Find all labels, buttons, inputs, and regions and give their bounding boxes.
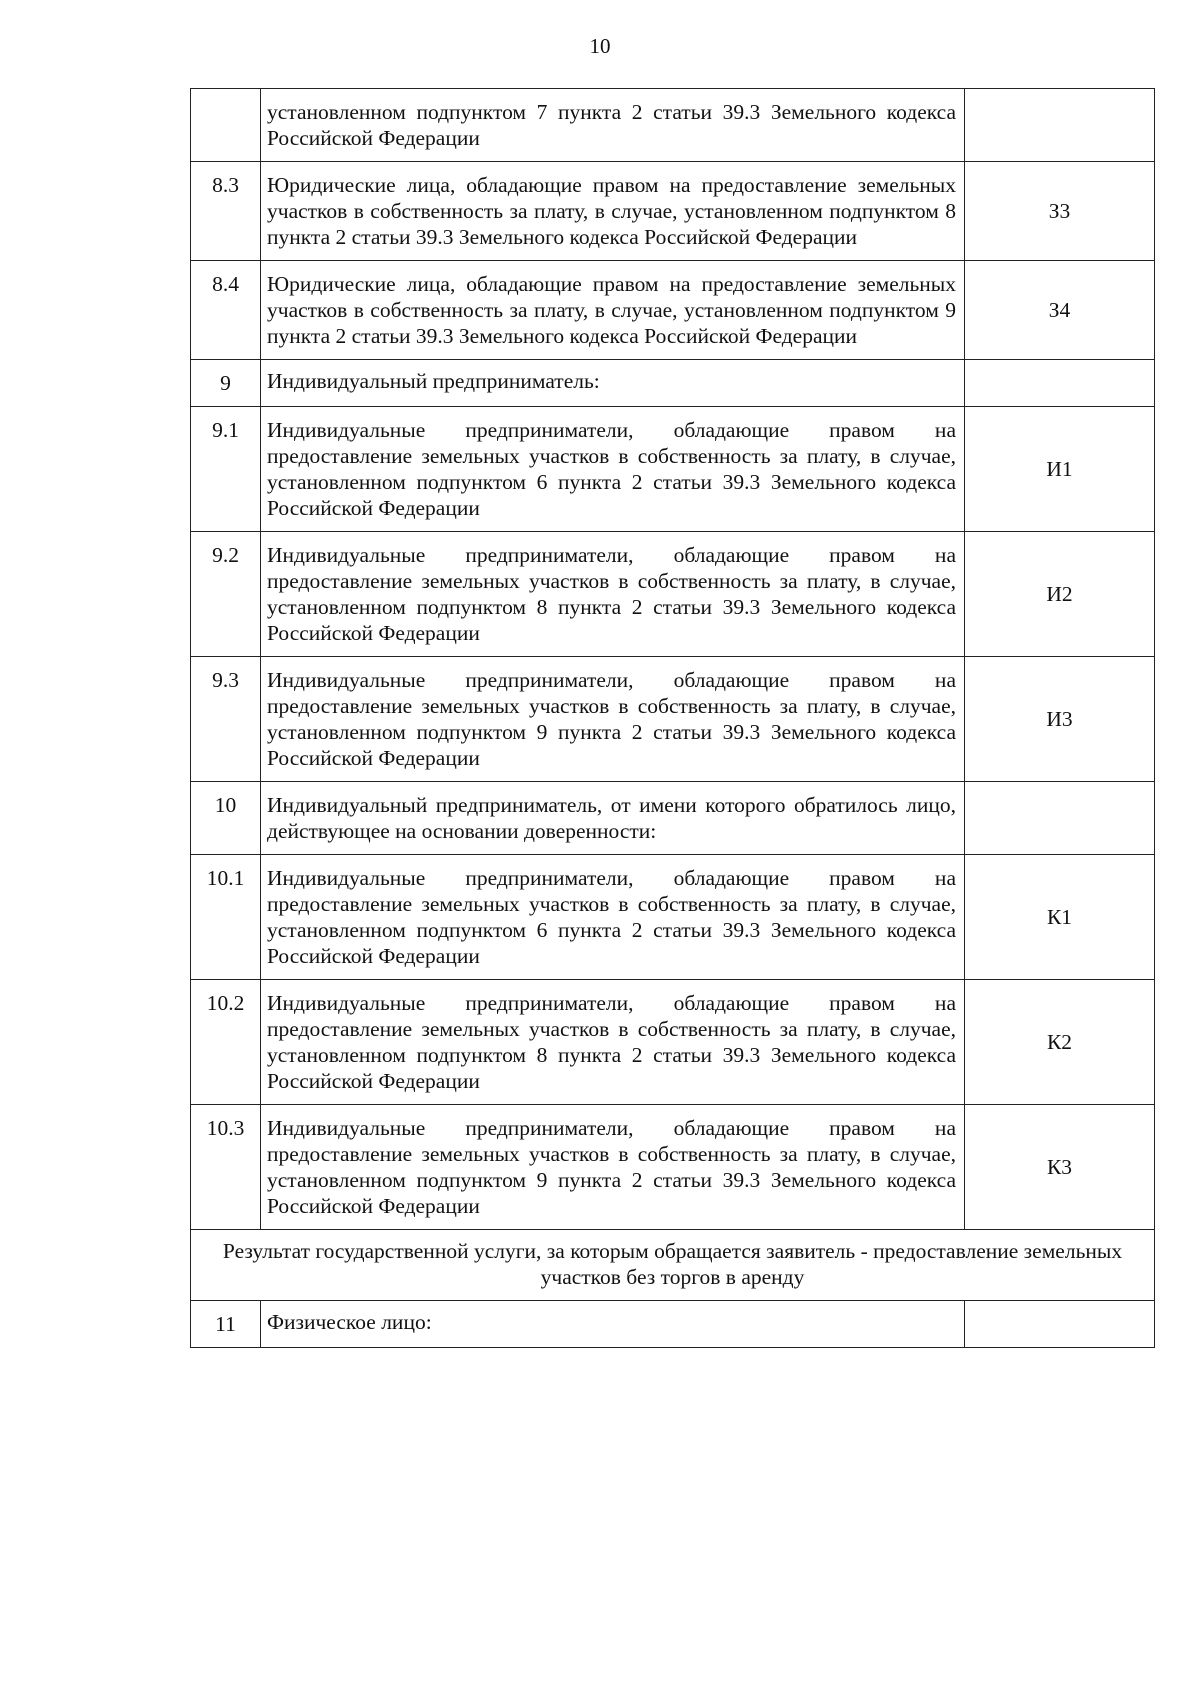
page-number: 10 bbox=[589, 34, 611, 58]
table-row bbox=[191, 855, 1155, 980]
row-description: Индивидуальный предприниматель: bbox=[261, 360, 965, 407]
row-code bbox=[965, 1301, 1155, 1348]
row-number bbox=[191, 89, 261, 162]
table-row bbox=[191, 532, 1155, 657]
row-number: 11 bbox=[191, 1301, 261, 1348]
table-row bbox=[191, 162, 1155, 261]
row-code: И3 bbox=[965, 657, 1155, 782]
row-number: 10.2 bbox=[191, 980, 261, 1105]
row-description: Индивидуальные предприниматели, обладающие правом на предоставление земельных участков в собственность за плату, в случае, установленном подпунктом 6 пункта 2 статьи 39.3 Земельного кодекса Российской Федерации bbox=[261, 855, 965, 980]
table-row bbox=[191, 360, 1155, 407]
row-description: Индивидуальные предприниматели, обладающие правом на предоставление земельных участков в собственность за плату, в случае, установленном подпунктом 8 пункта 2 статьи 39.3 Земельного кодекса Российской Федерации bbox=[261, 532, 965, 657]
row-number: 10.1 bbox=[191, 855, 261, 980]
table-row bbox=[191, 980, 1155, 1105]
row-description: Индивидуальные предприниматели, обладающие правом на предоставление земельных участков в собственность за плату, в случае, установленном подпунктом 8 пункта 2 статьи 39.3 Земельного кодекса Российской Федерации bbox=[261, 980, 965, 1105]
table-row bbox=[191, 782, 1155, 855]
row-code bbox=[965, 782, 1155, 855]
table-row bbox=[191, 261, 1155, 360]
table-row bbox=[191, 407, 1155, 532]
section-heading: Результат государственной услуги, за которым обращается заявитель - предоставление земельных участков без торгов в аренду bbox=[191, 1230, 1155, 1301]
row-code: К3 bbox=[965, 1105, 1155, 1230]
row-code: З4 bbox=[965, 261, 1155, 360]
section-heading-row bbox=[191, 1230, 1155, 1301]
row-number: 9.1 bbox=[191, 407, 261, 532]
row-code: И1 bbox=[965, 407, 1155, 532]
table-row bbox=[191, 1105, 1155, 1230]
row-code: З3 bbox=[965, 162, 1155, 261]
row-number: 8.4 bbox=[191, 261, 261, 360]
row-number: 8.3 bbox=[191, 162, 261, 261]
row-description: установленном подпунктом 7 пункта 2 статьи 39.3 Земельного кодекса Российской Федерации bbox=[261, 89, 965, 162]
row-number: 9 bbox=[191, 360, 261, 407]
row-description: Индивидуальный предприниматель, от имени которого обратилось лицо, действующее на основании доверенности: bbox=[261, 782, 965, 855]
row-code: К1 bbox=[965, 855, 1155, 980]
row-description: Юридические лица, обладающие правом на предоставление земельных участков в собственность за плату, в случае, установленном подпунктом 9 пункта 2 статьи 39.3 Земельного кодекса Российской Федерации bbox=[261, 261, 965, 360]
applicant-category-table bbox=[190, 88, 1155, 1348]
table-row bbox=[191, 657, 1155, 782]
row-number: 9.2 bbox=[191, 532, 261, 657]
row-description: Индивидуальные предприниматели, обладающие правом на предоставление земельных участков в собственность за плату, в случае, установленном подпунктом 9 пункта 2 статьи 39.3 Земельного кодекса Российской Федерации bbox=[261, 657, 965, 782]
row-description: Индивидуальные предприниматели, обладающие правом на предоставление земельных участков в собственность за плату, в случае, установленном подпунктом 6 пункта 2 статьи 39.3 Земельного кодекса Российской Федерации bbox=[261, 407, 965, 532]
table-row bbox=[191, 1301, 1155, 1348]
row-description: Индивидуальные предприниматели, обладающие правом на предоставление земельных участков в собственность за плату, в случае, установленном подпунктом 9 пункта 2 статьи 39.3 Земельного кодекса Российской Федерации bbox=[261, 1105, 965, 1230]
row-number: 9.3 bbox=[191, 657, 261, 782]
row-code bbox=[965, 89, 1155, 162]
table-row bbox=[191, 89, 1155, 162]
row-description: Физическое лицо: bbox=[261, 1301, 965, 1348]
row-code bbox=[965, 360, 1155, 407]
row-code: К2 bbox=[965, 980, 1155, 1105]
row-number: 10 bbox=[191, 782, 261, 855]
row-description: Юридические лица, обладающие правом на предоставление земельных участков в собственность за плату, в случае, установленном подпунктом 8 пункта 2 статьи 39.3 Земельного кодекса Российской Федерации bbox=[261, 162, 965, 261]
row-code: И2 bbox=[965, 532, 1155, 657]
row-number: 10.3 bbox=[191, 1105, 261, 1230]
